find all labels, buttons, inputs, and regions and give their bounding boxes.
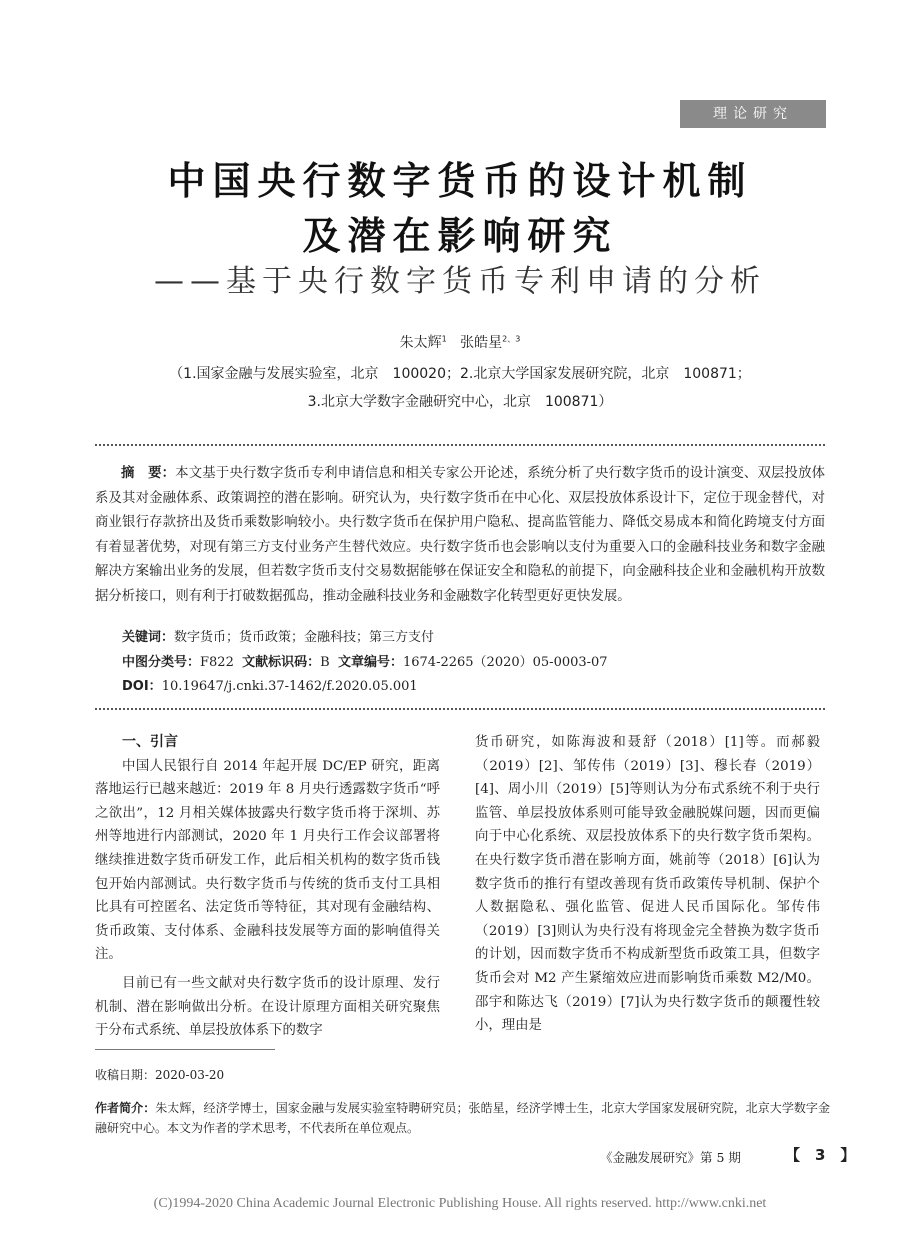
paragraph-1: 中国人民银行自 2014 年起开展 DC/EP 研究，距离落地运行已越来越近：2019 年 8 月央行透露数字货币“呼之欲出”，12 月相关媒体披露央行数字货币将于深圳、苏州等地进行内部测试，2020 年 1 月央行工作会议部署将继续推进数字货币研发工作，此后相关机构的数字货币钱包开始内部测试。央行数字货币与传统的货币支付工具相比具有可控匿名、法定货币等特征，其对现有金融结构、货币政策、支付体系、金融科技发展等方面的影响值得关注。 <box>95 758 440 963</box>
keywords <box>122 626 434 645</box>
bio-text: 朱太辉，经济学博士，国家金融与发展实验室特聘研究员；张皓星，经济学博士生，北京大学国家发展研究院，北京大学数字金融研究中心。本文为作者的学术思考，不代表所在单位观点。 <box>95 1101 830 1135</box>
column-right <box>475 731 820 1038</box>
clc-label: 中图分类号： <box>122 655 201 670</box>
bio-label: 作者简介： <box>95 1101 156 1115</box>
clc-value: F822 <box>200 655 234 670</box>
doi-value: 10.19647/j.cnki.37-1462/f.2020.05.001 <box>161 679 418 694</box>
section-heading-intro: 一、引言 <box>122 734 178 750</box>
doi <box>122 675 418 694</box>
title-line-2: 及潜在影响研究 <box>302 214 618 258</box>
divider-bottom <box>95 708 825 710</box>
abstract-text: 本文基于央行数字货币专利申请信息和相关专家公开论述，系统分析了央行数字货币的设计演变、双层投放体系及其对金融体系、政策调控的潜在影响。研究认为，央行数字货币在中心化、双层投放体系设计下，定位于现金替代，对商业银行存款挤出及货币乘数影响较小。央行数字货币在保护用户隐私、提高监管能力、降低交易成本和简化跨境支付方面有着显著优势，对现有第三方支付业务产生替代效应。央行数字货币也会影响以支付为重要入口的金融科技业务和数字金融解决方案输出业务的发展，但若数字货币支付交易数据能够在保证安全和隐私的前提下，向金融科技企业和金融机构开放数据分析接口，则有利于打破数据孤岛，推动金融科技业务和金融数字化转型更好更快发展。 <box>95 466 826 604</box>
copyright-line: (C)1994-2020 China Academic Journal Electronic Publishing House. All rights reserved. http://www.cnki.net <box>153 1196 767 1211</box>
abstract-label: 摘 要： <box>121 466 176 481</box>
keywords-text: 数字货币；货币政策；金融科技；第三方支付 <box>174 630 435 645</box>
classification <box>122 651 608 670</box>
doc-value: B <box>320 655 330 670</box>
author-bio <box>95 1098 830 1138</box>
author-1: 朱太辉 <box>399 335 442 351</box>
footnote-rule <box>95 1049 275 1050</box>
affiliation-line-1: （1.国家金融与发展实验室，北京 100020；2.北京大学国家发展研究院，北京 100871； <box>169 366 751 382</box>
paragraph-3: 货币研究，如陈海波和聂舒（2018）[1]等。而郝毅（2019）[2]、邹传伟（2019）[3]、穆长春（2019）[4]、周小川（2019）[5]等则认为分布式系统不利于央行监管、单层投放体系则可能导致金融脱媒问题，因而更偏向于中心化系统、双层投放体系下的央行数字货币架构。在央行数字货币潜在影响方面，姚前等（2018）[6]认为数字货币的推行有望改善现有货币政策传导机制、保护个人数据隐私、强化监管、促进人民币国际化。邹传伟（2019）[3]则认为央行没有将现金完全替换为数字货币的计划，因而数字货币不构成新型货币政策工具，但数字货币会对 M2 产生紧缩效应进而影响货币乘数 M2/M0。邵宇和陈达飞（2019）[7]认为央行数字货币的颠覆性较小，理由是 <box>475 735 820 1034</box>
authors <box>0 332 920 352</box>
doi-label: DOI： <box>122 679 162 694</box>
column-left <box>95 731 440 1043</box>
author-2: 张皓星 <box>460 335 503 351</box>
author-2-affil-sup: 2、3 <box>502 334 521 344</box>
journal-name: 《金融发展研究》第 5 期 <box>600 1150 741 1165</box>
subtitle: ——基于央行数字货币专利申请的分析 <box>154 264 766 299</box>
title-line-1: 中国央行数字货币的设计机制 <box>167 159 753 203</box>
doc-label: 文献标识码： <box>242 655 321 670</box>
article-value: 1674-2265（2020）05-0003-07 <box>402 655 608 670</box>
section-tag: 理论研究 <box>680 100 826 128</box>
page-number: 【 3 】 <box>785 1146 856 1164</box>
author-1-affil-sup: 1 <box>441 334 447 344</box>
keywords-label: 关键词： <box>122 630 175 645</box>
divider-top <box>95 444 825 446</box>
article-label: 文章编号： <box>337 655 403 670</box>
abstract <box>95 462 825 609</box>
received-date: 收稿日期：2020-03-20 <box>95 1068 225 1082</box>
paragraph-2: 目前已有一些文献对央行数字货币的设计原理、发行机制、潜在影响做出分析。在设计原理方面相关研究聚焦于分布式系统、单层投放体系下的数字 <box>95 975 440 1039</box>
affiliation-line-2: 3.北京大学数字金融研究中心，北京 100871） <box>307 394 613 410</box>
